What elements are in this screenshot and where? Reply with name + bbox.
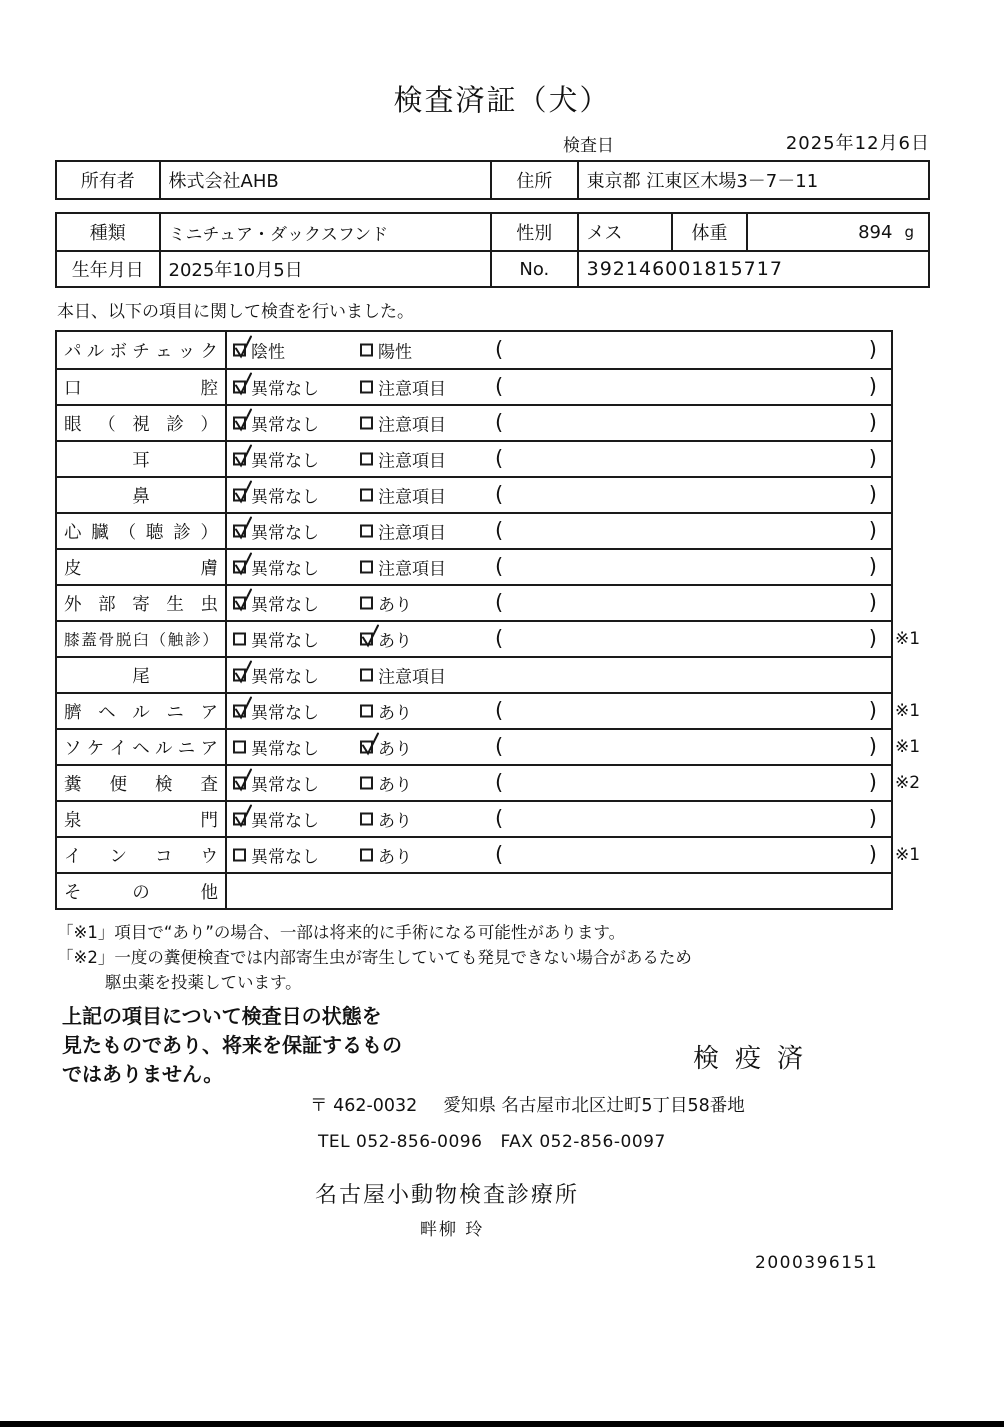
inspection-row-options [227, 370, 891, 404]
disclaimer-text [62, 1002, 402, 1089]
inspection-item-label: 臍 ヘ ル ニ ア [57, 694, 227, 728]
result-paren-open: ( [495, 626, 504, 651]
checkbox-unchecked[interactable] [360, 771, 412, 796]
result-paren-close: ) [868, 698, 877, 723]
check-mark-icon [360, 623, 380, 649]
inspection-item-label: 尾 [57, 658, 227, 692]
checkbox-box [360, 705, 373, 718]
inspection-row-options [227, 406, 891, 440]
row-note-mark: ※1 [895, 629, 921, 649]
clinic-address-line [310, 1092, 745, 1117]
weight-unit: g [904, 223, 914, 241]
clinic-fax: FAX 052-856-0097 [500, 1132, 666, 1152]
checkbox-checked[interactable] [233, 375, 319, 400]
inspection-date-value: 2025年12月6日 [785, 133, 930, 154]
checkbox-box [233, 813, 246, 826]
checkbox-label: 異常なし [251, 667, 319, 688]
inspection-row [57, 836, 921, 872]
inspection-row [57, 656, 891, 692]
checkbox-checked[interactable] [360, 627, 412, 652]
checkbox-unchecked[interactable] [360, 375, 446, 400]
birth-row [57, 250, 928, 286]
inspection-row-options [227, 586, 891, 620]
checkbox-label: 異常なし [251, 451, 319, 472]
checkbox-unchecked[interactable] [233, 627, 319, 652]
check-mark-icon [233, 659, 253, 685]
result-paren-open: ( [495, 446, 504, 471]
inspection-row-options [227, 838, 891, 872]
checkbox-checked[interactable] [233, 483, 319, 508]
inspection-item-label: 眼 （ 視 診 ） [57, 406, 227, 440]
disclaimer-line-2: 見たものであり、将来を保証するもの [62, 1033, 402, 1057]
inspection-item-label: 糞 便 検 査 [57, 766, 227, 800]
result-paren-close: ) [868, 410, 877, 435]
checkbox-box [233, 381, 246, 394]
clinic-postal-code: 〒 462-0032 [310, 1096, 418, 1116]
checkbox-box [233, 489, 246, 502]
checkbox-checked[interactable] [233, 591, 319, 616]
checkbox-unchecked[interactable] [233, 843, 319, 868]
footnotes [57, 920, 692, 995]
owner-label: 所有者 [80, 171, 135, 192]
breed-row [57, 214, 928, 250]
veterinarian-name: 畔柳 玲 [420, 1220, 485, 1240]
checkbox-box [233, 344, 246, 357]
checkbox-box [360, 633, 373, 646]
result-paren-close: ) [868, 554, 877, 579]
weight-label: 体重 [671, 214, 746, 250]
inspection-item-label: 膝 蓋 骨 脱 臼 （ 触 診 ） [57, 622, 227, 656]
inspection-row [57, 800, 891, 836]
check-mark-icon [233, 767, 253, 793]
inspection-row-options [227, 694, 891, 728]
checkbox-label: 注意項目 [378, 451, 446, 472]
inspection-row-options [227, 658, 891, 692]
inspection-item-label: パ ル ボ チ ェ ッ ク [57, 332, 227, 368]
checkbox-label: 注意項目 [378, 523, 446, 544]
checkbox-label: 異常なし [251, 523, 319, 544]
clinic-name: 名古屋小動物検査診療所 [315, 1183, 580, 1208]
checkbox-label: 異常なし [251, 379, 319, 400]
result-paren-close: ) [868, 770, 877, 795]
checkbox-box [360, 669, 373, 682]
checkbox-label: 陽性 [378, 342, 412, 363]
inspection-row-options [227, 802, 891, 836]
checkbox-checked[interactable] [233, 555, 319, 580]
checkbox-unchecked[interactable] [360, 555, 446, 580]
check-mark-icon [233, 407, 253, 433]
inspection-row [57, 872, 891, 908]
inspection-row [57, 368, 891, 404]
checkbox-label: 異常なし [251, 775, 319, 796]
inspection-row [57, 764, 921, 800]
scan-edge-bar [0, 1421, 1004, 1427]
checkbox-box [360, 561, 373, 574]
checkbox-label: あり [378, 811, 412, 832]
check-mark-icon [233, 443, 253, 469]
inspection-item-label: ソ ケ イ ヘ ル ニ ア [57, 730, 227, 764]
checkbox-label: 異常なし [251, 559, 319, 580]
checkbox-unchecked[interactable] [360, 519, 446, 544]
checkbox-unchecked[interactable] [360, 411, 446, 436]
checkbox-box [233, 525, 246, 538]
page-title: 検査済証（犬） [393, 83, 611, 117]
checkbox-label: あり [378, 775, 412, 796]
inspection-row-options [227, 442, 891, 476]
result-paren-close: ) [868, 734, 877, 759]
no-value: 392146001815717 [577, 252, 928, 286]
inspection-item-label: 口 腔 [57, 370, 227, 404]
checkbox-label: 異常なし [251, 739, 319, 760]
checkbox-box [360, 417, 373, 430]
checkbox-box [233, 669, 246, 682]
result-paren-open: ( [495, 770, 504, 795]
check-mark-icon [360, 731, 380, 757]
footnote-2: 「※2」一度の糞便検査では内部寄生虫が寄生していても発見できない場合があるため [57, 948, 692, 967]
checkbox-label: 注意項目 [378, 487, 446, 508]
result-paren-close: ) [868, 842, 877, 867]
inspection-row-options [227, 874, 891, 908]
checkbox-checked[interactable] [233, 519, 319, 544]
inspection-item-label: イ ン コ ウ [57, 838, 227, 872]
inspection-row [57, 440, 891, 476]
check-mark-icon [233, 479, 253, 505]
checkbox-unchecked[interactable] [233, 735, 319, 760]
owner-value: 株式会社AHB [159, 162, 490, 198]
result-paren-close: ) [868, 590, 877, 615]
result-paren-close: ) [868, 626, 877, 651]
birthdate-value: 2025年10月5日 [159, 252, 490, 286]
checkbox-box [360, 453, 373, 466]
inspection-row-options [227, 730, 891, 764]
checkbox-unchecked[interactable] [360, 699, 412, 724]
checkbox-label: 注意項目 [378, 667, 446, 688]
inspection-row [57, 584, 891, 620]
check-mark-icon [233, 551, 253, 577]
breed-value: ミニチュア・ダックスフンド [159, 214, 490, 250]
checkbox-checked[interactable] [233, 807, 319, 832]
inspection-row [57, 728, 921, 764]
checkbox-unchecked[interactable] [360, 447, 446, 472]
checkbox-label: 異常なし [251, 631, 319, 652]
checkbox-label: あり [378, 847, 412, 868]
clinic-tel: TEL 052-856-0096 [318, 1132, 483, 1152]
result-paren-open: ( [495, 518, 504, 543]
footnote-1: 「※1」項目で“あり”の場合、一部は将来的に手術になる可能性があります。 [57, 923, 626, 942]
checkbox-label: 異常なし [251, 595, 319, 616]
checkbox-checked[interactable] [360, 735, 412, 760]
checkbox-box [233, 417, 246, 430]
checkbox-box [360, 849, 373, 862]
checkbox-box [233, 741, 246, 754]
inspection-row-options [227, 514, 891, 548]
checkbox-box [233, 561, 246, 574]
birthdate-label: 生年月日 [71, 260, 144, 281]
checkbox-label: 異常なし [251, 703, 319, 724]
checkbox-label: あり [378, 631, 412, 652]
checkbox-label: 異常なし [251, 811, 319, 832]
inspection-row [57, 404, 891, 440]
checkbox-label: 注意項目 [378, 559, 446, 580]
checkbox-checked[interactable] [233, 411, 319, 436]
inspection-row-options [227, 478, 891, 512]
checkbox-box [360, 525, 373, 538]
inspection-item-label: 泉 門 [57, 802, 227, 836]
inspection-row-options [227, 550, 891, 584]
checkbox-unchecked[interactable] [360, 591, 412, 616]
result-paren-open: ( [495, 590, 504, 615]
checkbox-checked[interactable] [233, 663, 319, 688]
checkbox-box [360, 344, 373, 357]
checkbox-box [233, 633, 246, 646]
checkbox-checked[interactable] [233, 771, 319, 796]
row-note-mark: ※1 [895, 737, 921, 757]
inspection-item-label: そ の 他 [57, 874, 227, 908]
check-mark-icon [233, 695, 253, 721]
inspection-row-options [227, 332, 891, 368]
checkbox-label: あり [378, 595, 412, 616]
checkbox-label: 陰性 [251, 342, 285, 363]
inspection-row [57, 332, 891, 368]
inspection-item-label: 鼻 [57, 478, 227, 512]
inspection-table [55, 330, 921, 910]
owner-table [55, 160, 930, 200]
sex-label: 性別 [490, 214, 577, 250]
checkbox-unchecked[interactable] [360, 807, 412, 832]
inspection-item-label: 皮 膚 [57, 550, 227, 584]
inspection-item-label: 心 臓 （ 聴 診 ） [57, 514, 227, 548]
result-paren-close: ) [868, 518, 877, 543]
checkbox-box [360, 777, 373, 790]
checkbox-box [233, 777, 246, 790]
disclaimer-line-1: 上記の項目について検査日の状態を [62, 1004, 382, 1028]
check-mark-icon [233, 371, 253, 397]
row-note-mark: ※2 [895, 773, 921, 793]
inspection-row [57, 512, 891, 548]
result-paren-open: ( [495, 554, 504, 579]
checkbox-checked[interactable] [233, 447, 319, 472]
result-paren-open: ( [495, 374, 504, 399]
checkbox-box [233, 849, 246, 862]
checkbox-unchecked[interactable] [360, 663, 446, 688]
sex-value: メス [577, 214, 672, 250]
checkbox-label: 異常なし [251, 487, 319, 508]
disclaimer-line-3: ではありません。 [62, 1062, 224, 1086]
check-mark-icon [233, 515, 253, 541]
checkbox-unchecked[interactable] [360, 338, 412, 363]
checkbox-label: あり [378, 739, 412, 760]
intro-text: 本日、以下の項目に関して検査を行いました。 [57, 302, 414, 322]
checkbox-label: あり [378, 703, 412, 724]
checkbox-unchecked[interactable] [360, 483, 446, 508]
check-mark-icon [233, 334, 253, 360]
result-paren-close: ) [868, 806, 877, 831]
checkbox-label: 異常なし [251, 847, 319, 868]
checkbox-unchecked[interactable] [360, 843, 412, 868]
row-note-mark: ※1 [895, 845, 921, 865]
result-paren-open: ( [495, 410, 504, 435]
inspection-item-label: 耳 [57, 442, 227, 476]
result-paren-close: ) [868, 337, 877, 362]
no-label: No. [490, 252, 577, 286]
result-paren-open: ( [495, 734, 504, 759]
inspection-date-label: 検査日 [563, 136, 614, 156]
result-paren-open: ( [495, 842, 504, 867]
checkbox-box [233, 705, 246, 718]
address-label: 住所 [490, 162, 577, 198]
address-value: 東京都 江東区木場3－7－11 [577, 162, 928, 198]
inspection-item-label: 外 部 寄 生 虫 [57, 586, 227, 620]
clinic-tel-line [318, 1132, 666, 1152]
inspection-row-options [227, 622, 891, 656]
quarantine-stamp: 検疫済 [693, 1044, 820, 1074]
footnote-2-continued: 駆虫薬を投薬しています。 [105, 973, 302, 992]
weight-value-cell [746, 214, 928, 250]
inspection-row [57, 620, 921, 656]
check-mark-icon [233, 803, 253, 829]
checkbox-checked[interactable] [233, 338, 285, 363]
result-paren-open: ( [495, 482, 504, 507]
checkbox-box [233, 453, 246, 466]
checkbox-box [360, 597, 373, 610]
result-paren-open: ( [495, 337, 504, 362]
check-mark-icon [233, 587, 253, 613]
result-paren-open: ( [495, 698, 504, 723]
checkbox-box [360, 381, 373, 394]
row-note-mark: ※1 [895, 701, 921, 721]
pet-table [55, 212, 930, 288]
result-paren-open: ( [495, 806, 504, 831]
inspection-row [57, 548, 891, 584]
checkbox-checked[interactable] [233, 699, 319, 724]
result-paren-close: ) [868, 482, 877, 507]
weight-value: 894 [858, 221, 893, 243]
checkbox-label: 注意項目 [378, 415, 446, 436]
checkbox-box [233, 597, 246, 610]
result-paren-close: ) [868, 446, 877, 471]
checkbox-box [360, 489, 373, 502]
inspection-row-options [227, 766, 891, 800]
breed-label: 種類 [89, 223, 126, 244]
checkbox-box [360, 813, 373, 826]
checkbox-label: 異常なし [251, 415, 319, 436]
result-paren-close: ) [868, 374, 877, 399]
serial-number: 2000396151 [755, 1253, 879, 1273]
checkbox-box [360, 741, 373, 754]
owner-row [57, 162, 928, 198]
checkbox-label: 注意項目 [378, 379, 446, 400]
inspection-row [57, 476, 891, 512]
clinic-address: 愛知県 名古屋市北区辻町5丁目58番地 [443, 1096, 745, 1116]
inspection-row [57, 692, 921, 728]
